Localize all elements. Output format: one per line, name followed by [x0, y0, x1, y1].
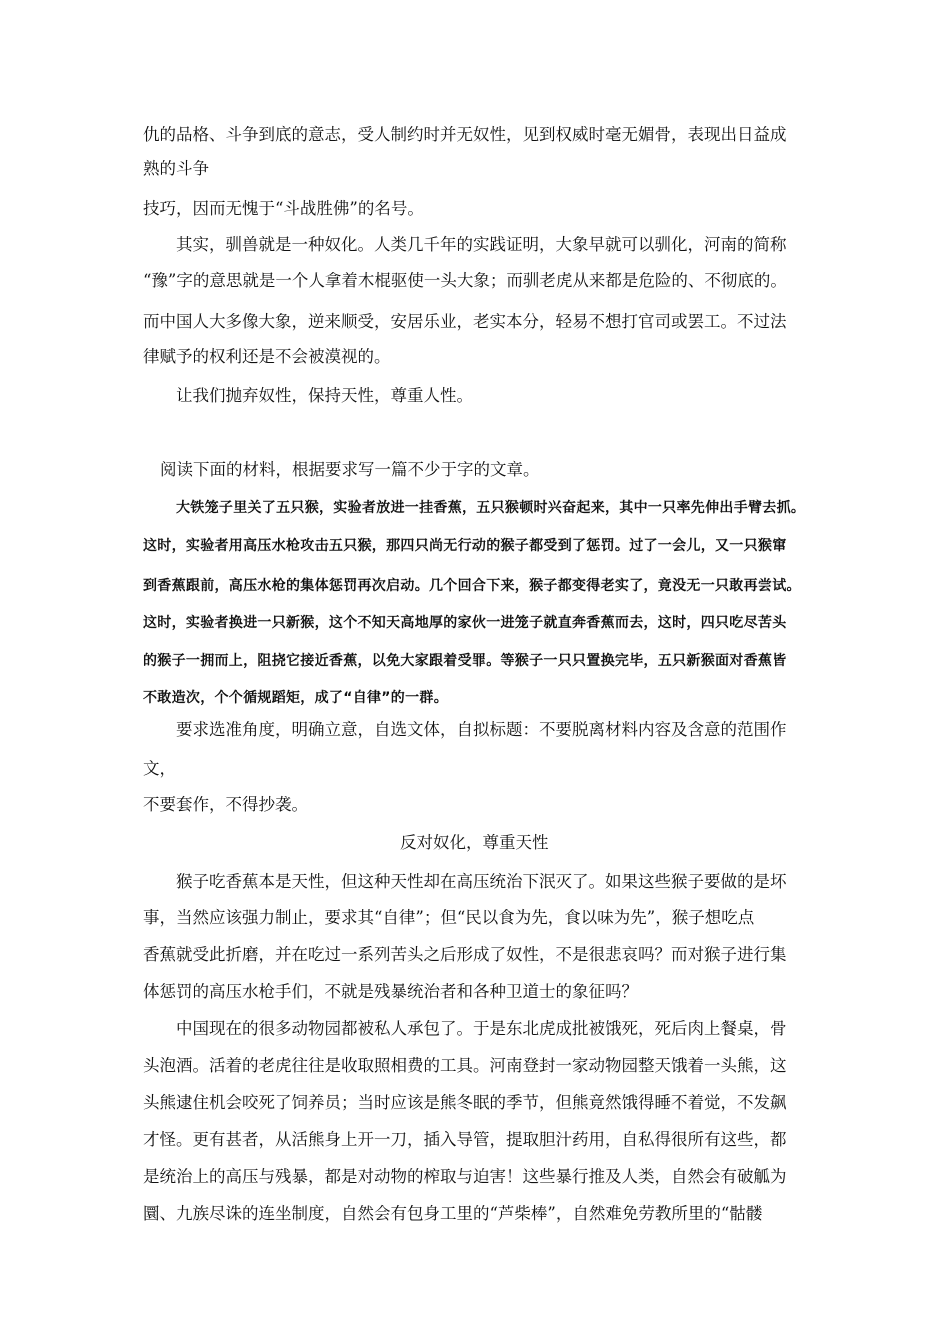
text-line: 文，	[143, 759, 176, 778]
text-line: 香蕉就受此折磨，并在吃过一系列苦头之后形成了奴性，不是很悲哀吗？而对猴子进行集	[143, 945, 787, 964]
text-line: 律赋予的权利还是不会被漠视的。	[143, 347, 391, 366]
text-line: 头熊逮住机会咬死了饲养员；当时应该是熊冬眠的季节，但熊竟然饿得睡不着觉，不发飙	[143, 1093, 787, 1112]
material-line: 大铁笼子里关了五只猴，实验者放进一挂香蕉，五只猴顿时兴奋起来，其中一只率先伸出手臂去抓。	[176, 500, 806, 516]
material-line: 到香蕉跟前，高压水枪的集体惩罚再次启动。几个回合下来，猴子都变得老实了，竟没无一只敢再尝试。	[143, 578, 801, 594]
text-line: 仇的品格、斗争到底的意志，受人制约时并无奴性，见到权威时毫无媚骨，表现出日益成	[143, 125, 787, 144]
material-line: 的猴子一拥而上，阻挠它接近香蕉，以免大家跟着受罪。等猴子一只只置换完毕，五只新猴面对香蕉皆	[143, 653, 787, 669]
material-line: 不敢造次，个个循规蹈矩，成了“自律”的一群。	[143, 690, 449, 706]
text-line: 体惩罚的高压水枪手们，不就是残暴统治者和各种卫道士的象征吗？	[143, 982, 638, 1001]
text-line: 技巧，因而无愧于“斗战胜佛”的名号。	[143, 199, 424, 218]
text-line: 中国现在的很多动物园都被私人承包了。于是东北虎成批被饿死，死后肉上餐桌，骨	[176, 1019, 787, 1038]
text-line: 事，当然应该强力制止，要求其“自律”；但“民以食为先，食以味为先”，猴子想吃点	[143, 908, 755, 927]
text-line: 其实，驯兽就是一种奴化。人类几千年的实践证明，大象早就可以驯化，河南的简称	[176, 235, 787, 254]
material-line: 这时，实验者用高压水枪攻击五只猴，那四只尚无行动的猴子都受到了惩罚。过了一会儿，又一只猴窜	[143, 538, 787, 554]
text-line: 熟的斗争	[143, 159, 209, 178]
text-line: 是统治上的高压与残暴，都是对动物的榨取与迫害！这些暴行推及人类，自然会有破觚为	[143, 1167, 787, 1186]
text-line: 圜、九族尽诛的连坐制度，自然会有包身工里的“芦柴棒”，自然难免劳教所里的“骷髅	[143, 1204, 763, 1223]
text-line: 头泡酒。活着的老虎往往是收取照相费的工具。河南登封一家动物园整天饿着一头熊，这	[143, 1056, 787, 1075]
essay-title: 反对奴化，尊重天性	[400, 833, 549, 852]
text-line: 而中国人大多像大象，逆来顺受，安居乐业，老实本分，轻易不想打官司或罢工。不过法	[143, 312, 787, 331]
text-line: 让我们抛弃奴性，保持天性，尊重人性。	[176, 386, 473, 405]
material-line: 这时，实验者换进一只新猴，这个不知天高地厚的家伙一进笼子就直奔香蕉而去，这时，四只吃尽苦头	[143, 615, 787, 631]
text-line: “豫”字的意思就是一个人拿着木棍驱使一头大象；而驯老虎从来都是危险的、不彻底的。	[143, 271, 787, 290]
text-line: 才怪。更有甚者，从活熊身上开一刀，插入导管，提取胆汁药用，自私得很所有这些，都	[143, 1130, 787, 1149]
text-line: 猴子吃香蕉本是天性，但这种天性却在高压统治下泯灭了。如果这些猴子要做的是坏	[176, 872, 787, 891]
text-line: 阅读下面的材料，根据要求写一篇不少于字的文章。	[160, 460, 540, 479]
text-line: 不要套作，不得抄袭。	[143, 795, 308, 814]
text-line: 要求选准角度，明确立意，自选文体，自拟标题：不要脱离材料内容及含意的范围作	[176, 720, 787, 739]
